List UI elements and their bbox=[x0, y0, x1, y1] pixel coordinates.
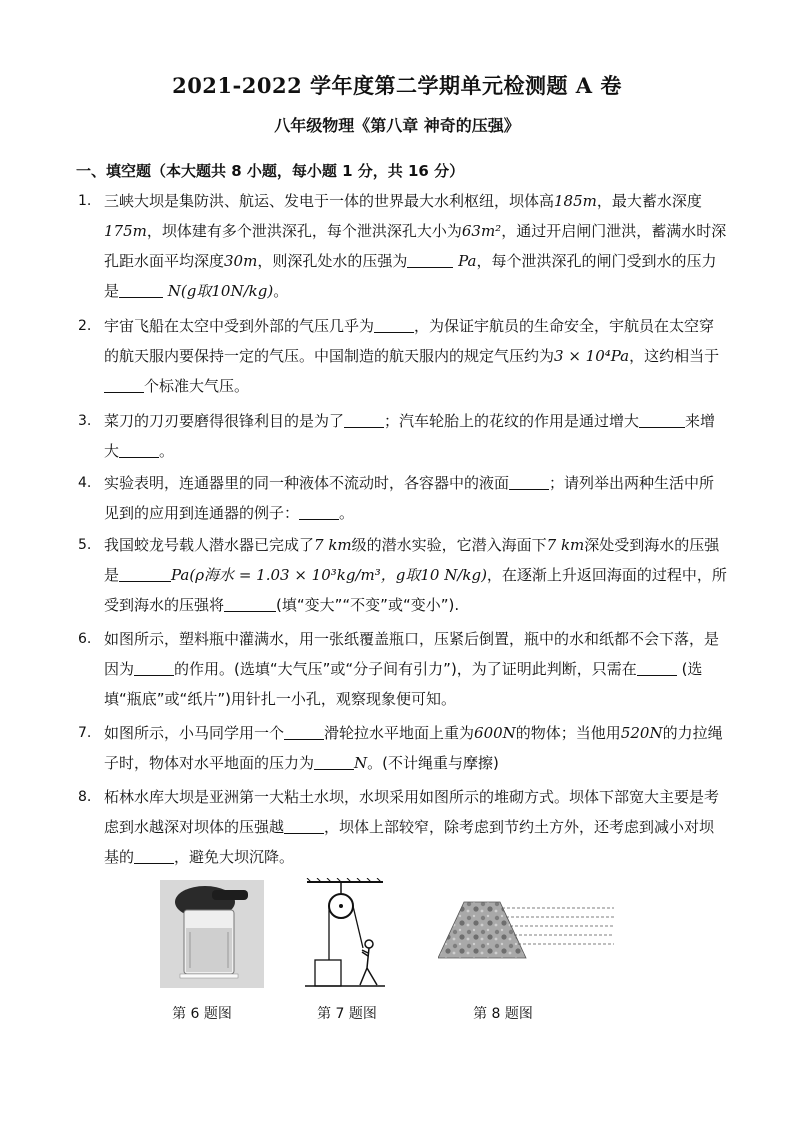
figure-6-caption: 第 6 题图 bbox=[172, 1006, 232, 1022]
finger bbox=[212, 890, 248, 900]
question-text: 实验表明，连通器里的同一种液体不流动时，各容器中的液面 ；请列举出两种生活中所见到的应用到连通器的例子： 。 bbox=[104, 468, 728, 528]
answer-blank[interactable] bbox=[224, 593, 276, 612]
weight-block bbox=[315, 960, 341, 986]
question-5 bbox=[78, 530, 728, 620]
question-8 bbox=[78, 782, 728, 872]
water bbox=[186, 928, 232, 972]
answer-blank[interactable] bbox=[509, 471, 549, 490]
figure-8-caption: 第 8 题图 bbox=[473, 1006, 533, 1022]
answer-blank[interactable] bbox=[134, 845, 174, 864]
question-text: 宇宙飞船在太空中受到外部的气压几乎为 ，为保证宇航员的生命安全，宇航员在太空穿的航天服内要保持一定的气压。中国制造的航天服内的规定气压约为3 × 10⁴Pa，这约相当于个标准大气压。 bbox=[104, 311, 728, 401]
figure-6-bottle-photo bbox=[160, 880, 264, 988]
answer-blank[interactable] bbox=[119, 439, 159, 458]
answer-blank[interactable] bbox=[637, 657, 677, 676]
dam-body bbox=[438, 902, 526, 958]
question-text: 我国蛟龙号载人潜水器已完成了7 km级的潜水实验，它潜入海面下7 km深处受到海水的压强是 Pa(ρ海水 = 1.03 × 10³kg/m³，g取10 N/kg)，在逐渐上升返回海面的过程中，所受到海水的压强将 (填“变大”“不变”或“变小”). bbox=[104, 536, 727, 614]
answer-blank[interactable] bbox=[134, 657, 174, 676]
figure-7-caption: 第 7 题图 bbox=[317, 1006, 377, 1022]
question-number: 6. bbox=[78, 631, 92, 647]
question-number: 5. bbox=[78, 537, 92, 553]
paper-sheet bbox=[180, 974, 238, 978]
water-level-lines bbox=[502, 908, 614, 944]
answer-blank[interactable] bbox=[344, 409, 384, 428]
answer-blank[interactable] bbox=[299, 501, 339, 520]
question-number: 2. bbox=[78, 318, 92, 334]
answer-blank[interactable] bbox=[119, 563, 171, 582]
page-title: 2021-2022 学年度第二学期单元检测题 A 卷 bbox=[172, 73, 622, 98]
answer-blank[interactable] bbox=[104, 374, 144, 393]
question-text: 菜刀的刀刃要磨得很锋利目的是为了 ；汽车轮胎上的花纹的作用是通过增大 来增大 。 bbox=[104, 406, 728, 466]
rope-to-person bbox=[353, 906, 363, 948]
section-heading: 一、填空题（本大题共 8 小题，每小题 1 分，共 16 分） bbox=[76, 162, 465, 180]
question-text: 三峡大坝是集防洪、航运、发电于一体的世界最大水利枢纽，坝体高185m，最大蓄水深度175m，坝体建有多个泄洪深孔，每个泄洪深孔大小为63m²，通过开启闸门泄洪，蓄满水时深孔距水面平均深度30m，则深孔处水的压强为 Pa，每个泄洪深孔的闸门受到水的压力是 N(g取10N/kg)。 bbox=[104, 192, 727, 300]
question-text: 如图所示，塑料瓶中灌满水，用一张纸覆盖瓶口，压紧后倒置，瓶中的水和纸都不会下落，是因为 的作用。(选填“大气压”或“分子间有引力”)，为了证明此判断，只需在 (选填“瓶底”或“纸片”)用针扎一小孔，观察现象便可知。 bbox=[104, 630, 720, 708]
question-2 bbox=[78, 311, 728, 401]
question-text: 柘林水库大坝是亚洲第一大粘土水坝，水坝采用如图所示的堆砌方式。坝体下部宽大主要是考虑到水越深对坝体的压强越 ，坝体上部较窄，除考虑到节约土方外，还考虑到减小对坝基的 ，避免大坝沉降。 bbox=[104, 788, 720, 866]
question-4 bbox=[78, 468, 728, 528]
figure-7-pulley bbox=[305, 878, 385, 988]
pulley-axle bbox=[339, 904, 343, 908]
question-7 bbox=[78, 718, 728, 778]
question-number: 3. bbox=[78, 413, 92, 429]
answer-blank[interactable] bbox=[119, 279, 163, 298]
answer-blank[interactable] bbox=[314, 751, 354, 770]
answer-blank[interactable] bbox=[284, 721, 324, 740]
question-text: 如图所示，小马同学用一个 滑轮拉水平地面上重为600N的物体；当他用520N的力拉绳子时，物体对水平地面的压力为 N。(不计绳重与摩擦) bbox=[104, 718, 728, 778]
question-1 bbox=[78, 186, 728, 306]
answer-blank[interactable] bbox=[639, 409, 685, 428]
answer-blank[interactable] bbox=[284, 815, 324, 834]
figure-8-dam bbox=[438, 900, 614, 960]
question-number: 8. bbox=[78, 789, 92, 805]
question-number: 7. bbox=[78, 725, 92, 741]
question-3 bbox=[78, 406, 728, 466]
answer-blank[interactable] bbox=[374, 314, 414, 333]
page-subtitle: 八年级物理《第八章 神奇的压强》 bbox=[274, 116, 520, 135]
question-number: 1. bbox=[78, 193, 92, 209]
answer-blank[interactable] bbox=[407, 249, 453, 268]
question-number: 4. bbox=[78, 475, 92, 491]
question-6 bbox=[78, 624, 728, 714]
